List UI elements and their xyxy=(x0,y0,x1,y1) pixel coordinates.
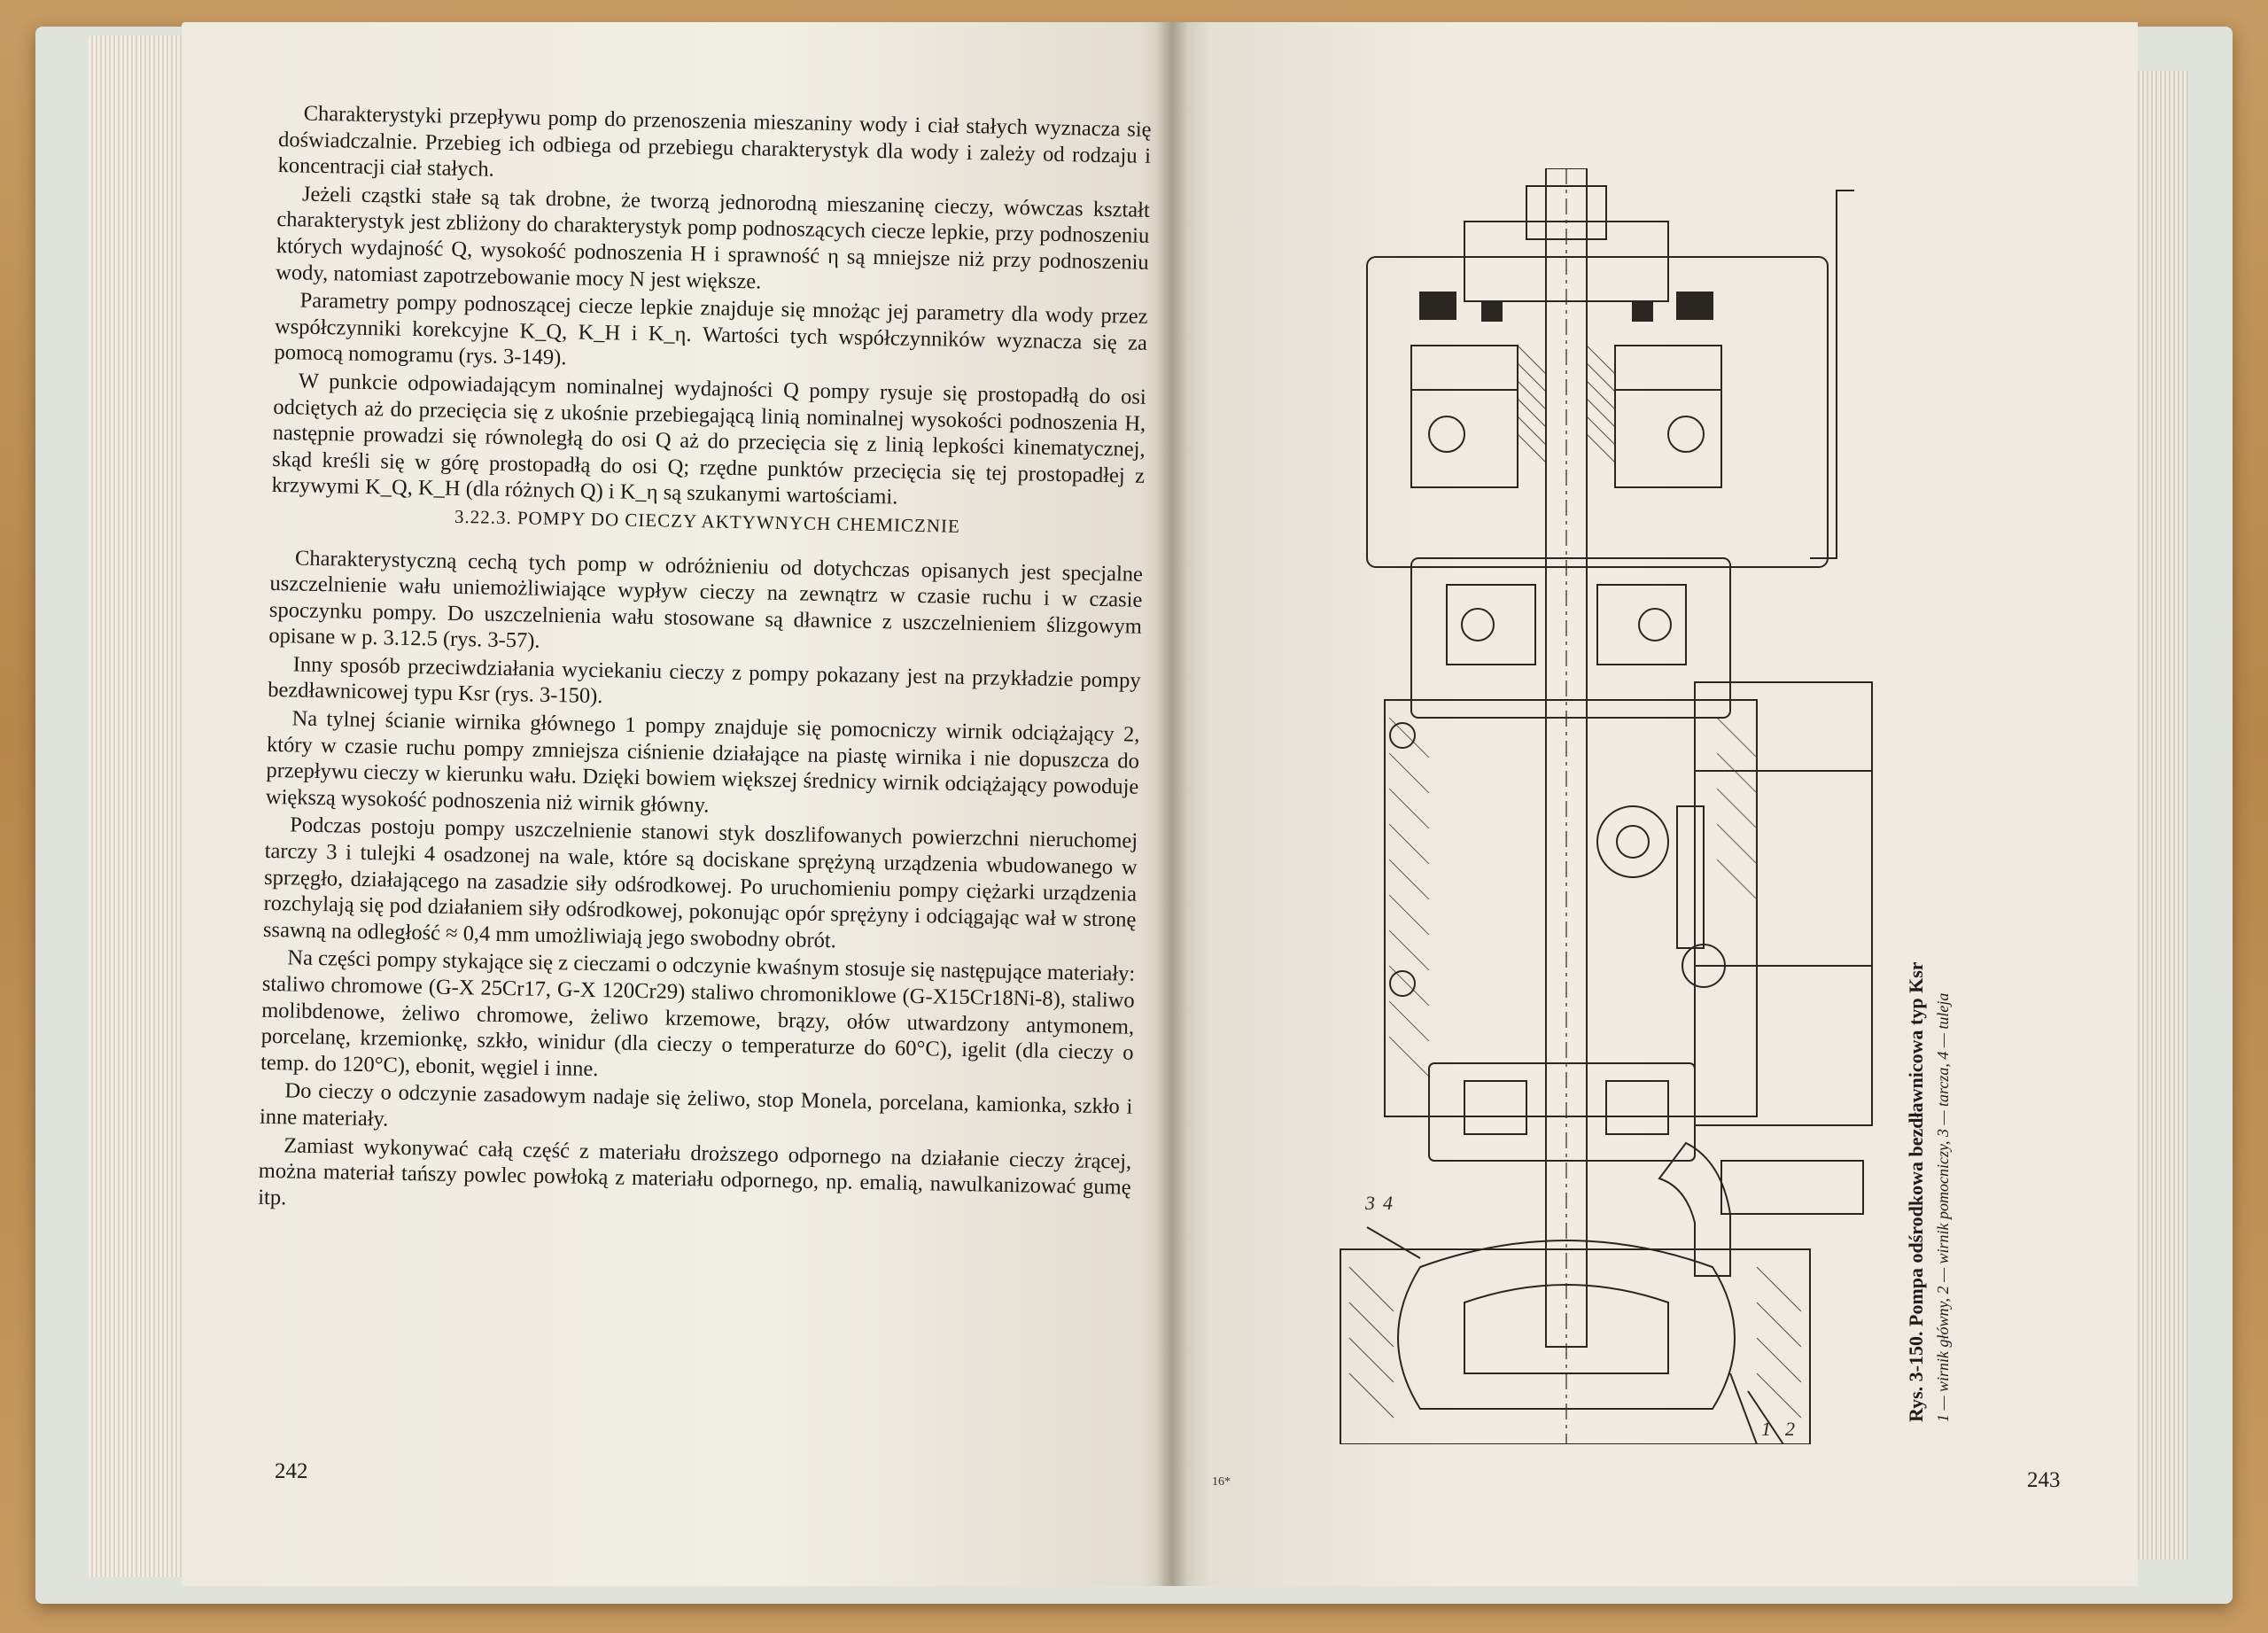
section-heading: 3.22.3. POMPY DO CIECZY AKTYWNYCH CHEMICZNIE xyxy=(454,505,961,537)
page-number-left: 242 xyxy=(275,1459,308,1483)
paragraph: Inny sposób przeciwdziałania wyciekaniu cieczy z pompy pokazany jest na przykładzie pompy bezdławnicowej typu Ksr (rys. 3-150). xyxy=(267,652,1141,709)
paragraph: Do cieczy o odczynie zasadowym nadaje się żeliwo, stop Monela, porcelana, kamionka, szkło i inne materiały. xyxy=(259,1078,1133,1131)
drawing-label-4: 4 xyxy=(1383,1192,1393,1214)
caption-title: Rys. 3-150. Pompa odśrodkowa bezdławnicowa typ Ksr xyxy=(1905,961,1927,1422)
page-stack-left xyxy=(89,35,195,1577)
pump-technical-drawing xyxy=(1314,168,1899,1444)
paragraph: Zamiast wykonywać całą część z materiału droższego odpornego na działanie cieczy żrącej, można materiał tańszy powlec powłoką z materiału odpornego, np. emalią, nawulkanizować gumę itp. xyxy=(257,1132,1132,1210)
paragraph: Charakterystyczną cechą tych pomp w odróżnieniu od dotychczas opisanych jest specjalne uszczelnienie wału uniemożliwiające wypływ cieczy na zewnątrz w czasie ruchu i w czasie spoczynku pompy. Do uszczelnienia wału stosowane są dławnice z uszczelnieniem ślizgowym opisane w p. 3.12.5 (rys. 3-57). xyxy=(268,545,1144,654)
page-number-right: 243 xyxy=(2027,1468,2061,1492)
left-page xyxy=(182,22,1172,1586)
figure-caption xyxy=(1903,926,1956,1422)
paragraph: W punkcie odpowiadającym nominalnej wydajności Q pompy rysuje się prostopadłą do osi odciętych aż do przecięcia się z ukośnie przebiegającą linią nominalnej wysokości podnoszenia H, następnie prowadzi się równoległą do osi Q aż do przecięcia się z linią lepkości kinematycznej, skąd kreśli się w górę prostopadłą do osi Q; rzędne punktów przecięcia się tej prostopadłej z krzywymi K_Q, K_H (dla różnych Q) i K_η są szukanymi wartościami. xyxy=(271,369,1147,509)
drawing-label-2: 2 xyxy=(1785,1418,1795,1440)
left-page-text xyxy=(258,100,1152,1227)
right-page xyxy=(1172,22,2138,1586)
caption-legend: 1 — wirnik główny, 2 — wirnik pomocniczy, 3 — tarcza, 4 — tuleja xyxy=(1934,992,1952,1422)
book-gutter xyxy=(1156,22,1188,1586)
paragraph: Podczas postoju pompy uszczelnienie stanowi styk doszlifowanych powierzchni nieruchomej tarczy 3 i tulejki 4 osadzonej na wale, które są dociskane sprężyną urządzenia wbudowanego w sprzęgło, działającego na zasadzie siły odśrodkowej. Po uruchomieniu pompy ciężarki urządzenia rozchylają się pod działaniem siły odśrodkowej, pokonując opór sprężyny i odciągając wał w stronę ssawną na odległość ≈ 0,4 mm umożliwiają jego swobodny obrót. xyxy=(262,813,1138,953)
paragraph: Na tylnej ścianie wirnika głównego 1 pompy znajduje się pomocniczy wirnik odciążający 2, który w czasie ruchu pompy zmniejsza ciśnienie działające na piastę wirnika i nie dopuszcza do przepływu cieczy w kierunku wału. Dzięki bowiem większej średnicy wirnik odciążający powoduje większą wysokość podnoszenia niż wirnik główny. xyxy=(265,706,1140,818)
paragraph: Jeżeli cząstki stałe są tak drobne, że tworzą jednorodną mieszaninę cieczy, wówczas kształt charakterystyk jest zbliżony do charakterystyk pomp podnoszących ciecze lepkie, przy podnoszeniu których wydajność Q, wysokość podnoszenia H i sprawność η są mniejsze niż przy podnoszeniu wody, natomiast zapotrzebowanie mocy N jest większe. xyxy=(276,182,1151,294)
drawing-label-1: 1 xyxy=(1761,1418,1771,1440)
paragraph: Parametry pompy podnoszącej ciecze lepkie znajduje się mnożąc jej parametry dla wody przez współczynniki korekcyjne K_Q, K_H i K_η. Wartości tych współczynników wyznacza się za pomocą nomogramu (rys. 3-149). xyxy=(274,288,1148,370)
signature-mark: 16* xyxy=(1212,1475,1231,1489)
drawing-label-3: 3 xyxy=(1365,1192,1375,1214)
paragraph: Charakterystyki przepływu pomp do przenoszenia mieszaniny wody i ciał stałych wyznacza się doświadczalnie. Przebieg ich odbiega od przebiegu charakterystyk dla wody i zależy od rodzaju i koncentracji ciał stałych. xyxy=(277,101,1152,182)
paragraph: Na części pompy stykające się z cieczami o odczynie kwaśnym stosuje się następujące materiały: staliwo chromowe (G-X 25Cr17, G-X 120Cr29) staliwo chromoniklowe (G-X15Cr18Ni-8), staliwo molibdenowe, żeliwo chromowe, żeliwo krzemowe, brązy, ołów utwardzony antymonem, porcelanę, krzemionkę, szkło, winidur (dla cieczy o temperaturze do 60°C), igelit (dla cieczy o temp. do 120°C), ebonit, węgiel i inne. xyxy=(260,945,1136,1081)
